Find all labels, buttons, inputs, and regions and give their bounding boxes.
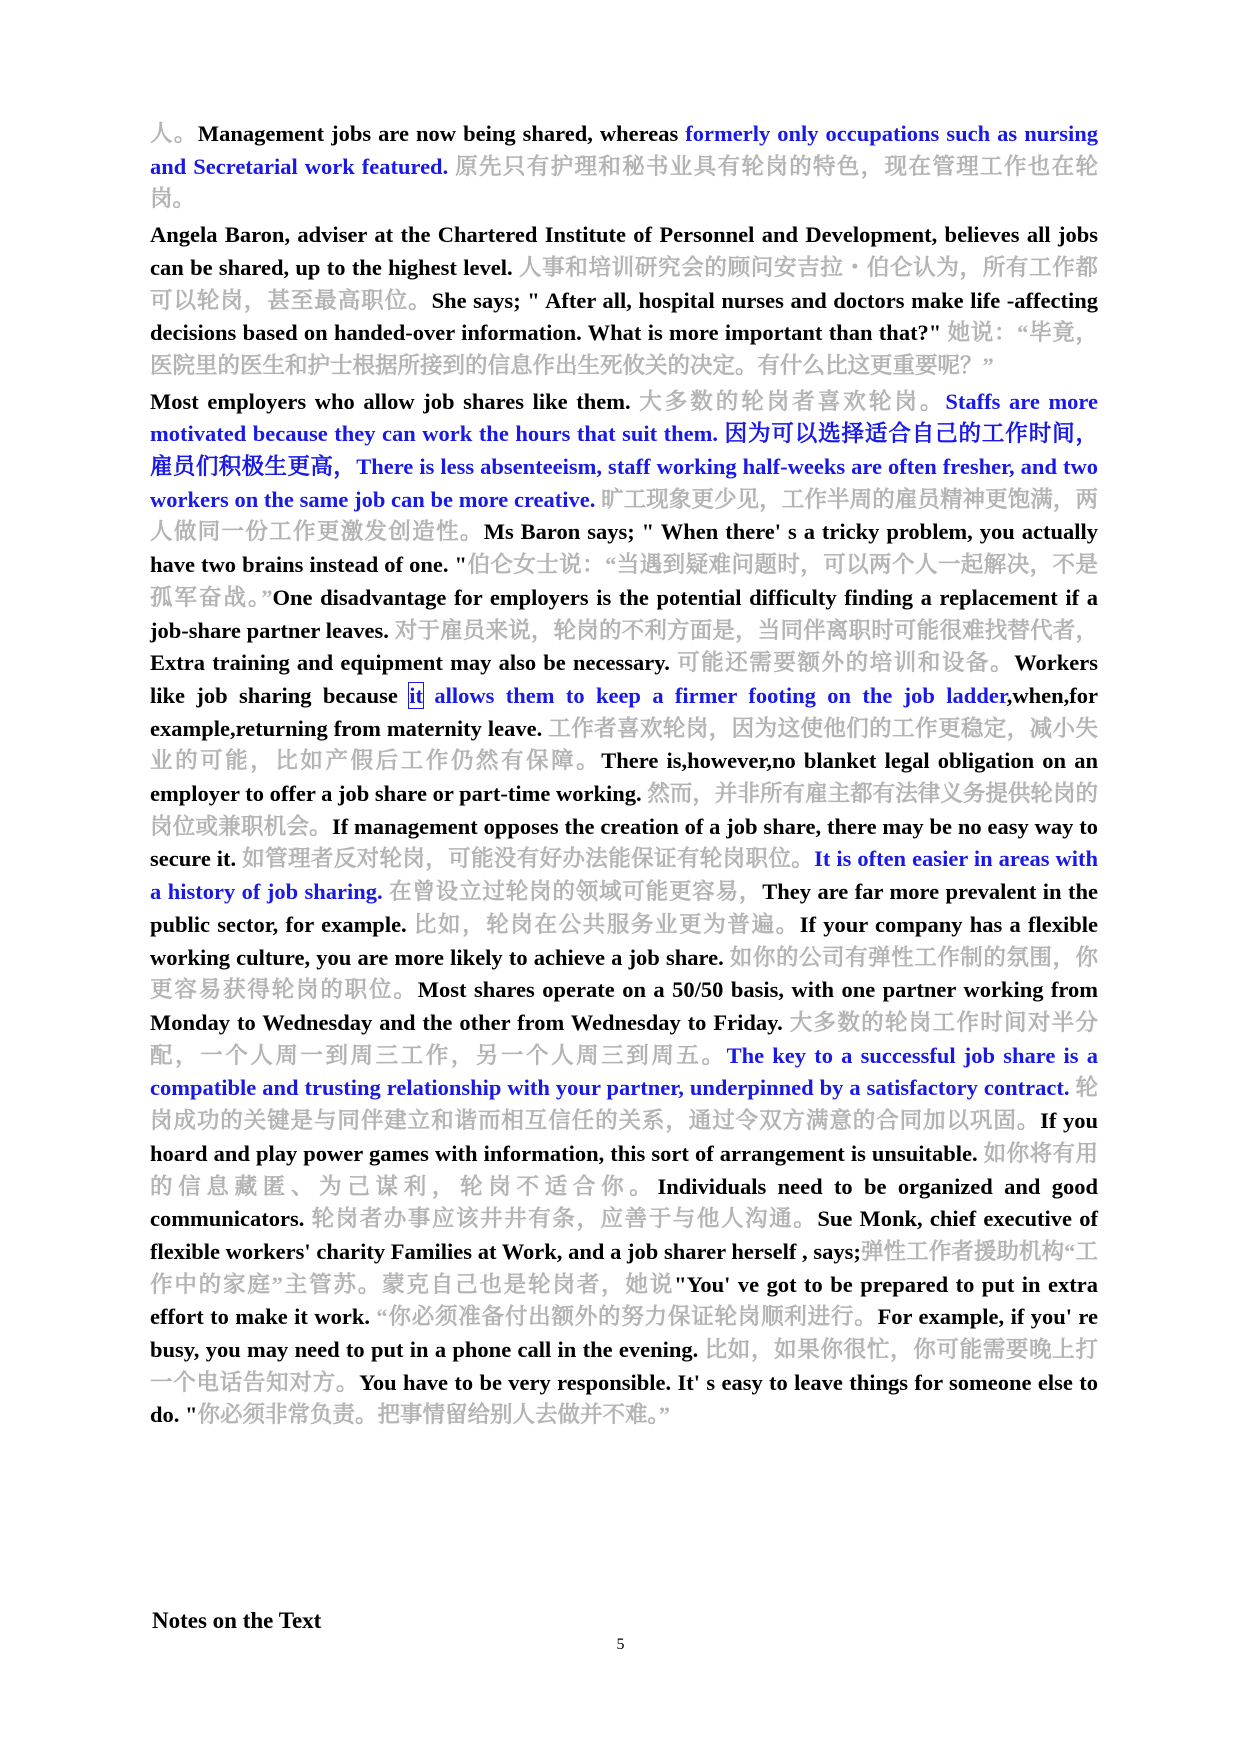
highlighted-text: Staffs are more motivated because they can work the hours that suit them. [150,388,1098,447]
chinese-translation: 在曾设立过轮岗的领域可能更容易， [389,879,763,905]
highlighted-text: allows them to keep a firmer footing on the job ladder [423,682,1007,708]
english-text: ,when,for example,returning from maternity leave. [150,682,1098,741]
document-body [150,118,1098,1432]
english-text: Angela Baron, adviser at the Chartered Institute of Personnel and Development, believes all jobs can be shared, up to the highest level. [150,222,1098,280]
chinese-translation: 可能还需要额外的培训和设备。 [677,650,1015,676]
english-text: "You' ve got to be prepared to put in extra effort to make it work. [150,1271,1098,1330]
english-text: Most shares operate on a 50/50 basis, with one partner working from Monday to Wednesday and the other from Wednesday to Friday. [150,977,1098,1035]
english-text: There is,however,no blanket legal obligation on an employer to offer a job share or part-time working. [150,748,1098,807]
boxed-word: it [409,682,423,708]
notes-heading: Notes on the Text [152,1608,322,1633]
chinese-translation: 如你的公司有弹性工作制的氛围，你更容易获得轮岗的职位。 [150,944,1098,1003]
highlighted-text: There is less absenteeism, staff working half-weeks are often fresher, and two workers on the same job can be more creative. [150,454,1098,512]
chinese-translation: 比如，如果你很忙，你可能需要晚上打一个电话告知对方。 [150,1337,1098,1395]
chinese-translation: 旷工现象更少见，工作半周的雇员精神更饱满，两人做同一份工作更激发创造性。 [150,486,1098,545]
english-text: One disadvantage for employers is the potential difficulty finding a replacement if a job-share partner leaves. [150,584,1098,643]
chinese-translation: 轮岗者办事应该井井有条，应善于与他人沟通。 [311,1206,818,1232]
english-text: They are far more prevalent in the public sector, for example. [150,879,1098,937]
english-text: For example, if you' re busy, you may need to put in a phone call in the evening. [150,1304,1098,1363]
chinese-translation: 她说：“毕竟，医院里的医生和护士根据所接到的信息作出生死攸关的决定。有什么比这更重要呢？” [150,320,1098,378]
chinese-translation: 弹性工作者援助机构“工作中的家庭”主管苏。蒙克自己也是轮岗者，她说 [150,1238,1098,1297]
english-text: You have to be very responsible. It' s easy to leave things for someone else to do. " [150,1369,1098,1428]
chinese-translation: 人。 [150,121,198,146]
page-number: 5 [616,1636,625,1653]
chinese-translation: 轮岗成功的关键是与同伴建立和谐而相互信任的关系，通过令双方满意的合同加以巩固。 [150,1075,1098,1134]
english-text: Sue Monk, chief executive of flexible workers' charity Families at Work, and a job sharer herself , says; [150,1206,1098,1264]
english-text: Most employers who allow job shares like them. [150,388,640,414]
chinese-translation: 大多数的轮岗工作时间对半分配，一个人周一到周三工作，另一个人周三到周五。 [150,1009,1098,1068]
highlighted-text: The key to a successful job share is a compatible and trusting relationship with your partner, underpinned by a satisfactory contract. [150,1042,1098,1101]
chinese-translation: 如你将有用的信息藏匿、为己谋利，轮岗不适合你。 [150,1140,1098,1199]
paragraph [150,219,1098,383]
english-text: Ms Baron says; " When there' s a tricky problem, you actually have two brains instead of one. " [150,519,1098,578]
chinese-translation: 对于雇员来说，轮岗的不利方面是，当同伴离职时可能很难找替代者， [394,617,1098,643]
english-text: She says; " After all, hospital nurses and doctors make life -affecting decisions based on handed-over information. What is more important than that?" [150,287,1098,346]
highlighted-text: formerly only occupations such as nursing and Secretarial work featured. [150,121,1098,179]
english-text: Extra training and equipment may also be necessary. [150,650,678,676]
chinese-translation: 大多数的轮岗者喜欢轮岗。 [639,388,946,414]
english-text: If management opposes the creation of a job share, there may be no easy way to secure it. [150,813,1098,872]
paragraph [150,118,1098,216]
chinese-translation: 人事和培训研究会的顾问安吉拉・伯仑认为，所有工作都可以轮岗，甚至最高职位。 [150,254,1098,313]
chinese-translation: 比如，轮岗在公共服务业更为普遍。 [413,911,800,937]
highlighted-text: It is often easier in areas with a history of job sharing. [150,846,1098,905]
english-text: Workers like job sharing because [150,650,1098,708]
english-text: If you hoard and play power games with information, this sort of arrangement is unsuitable. [150,1108,1098,1166]
chinese-translation: 伯仑女士说：“当遇到疑难问题时，可以两个人一起解决，不是孤军奋战。” [150,552,1098,610]
chinese-translation: “你必须准备付出额外的努力保证轮岗顺利进行。 [376,1304,878,1330]
english-text: If your company has a flexible working culture, you are more likely to achieve a job share. [150,911,1098,970]
paragraph [150,386,1098,1433]
english-text: Individuals need to be organized and good communicators. [150,1173,1098,1232]
chinese-translation: 原先只有护理和秘书业具有轮岗的特色，现在管理工作也在轮岗。 [150,153,1098,212]
chinese-translation: 如管理者反对轮岗，可能没有好办法能保证有轮岗职位。 [242,846,815,872]
chinese-translation-highlighted: 因为可以选择适合自己的工作时间，雇员们积极生更高， [150,421,1098,480]
chinese-translation: 你必须非常负责。把事情留给别人去做并不难。” [197,1402,671,1428]
chinese-translation: 工作者喜欢轮岗，因为这使他们的工作更稳定，减小失业的可能，比如产假后工作仍然有保障。 [150,715,1098,774]
chinese-translation: 然而，并非所有雇主都有法律义务提供轮岗的岗位或兼职机会。 [150,781,1098,839]
english-text: Management jobs are now being shared, whereas [197,121,686,146]
